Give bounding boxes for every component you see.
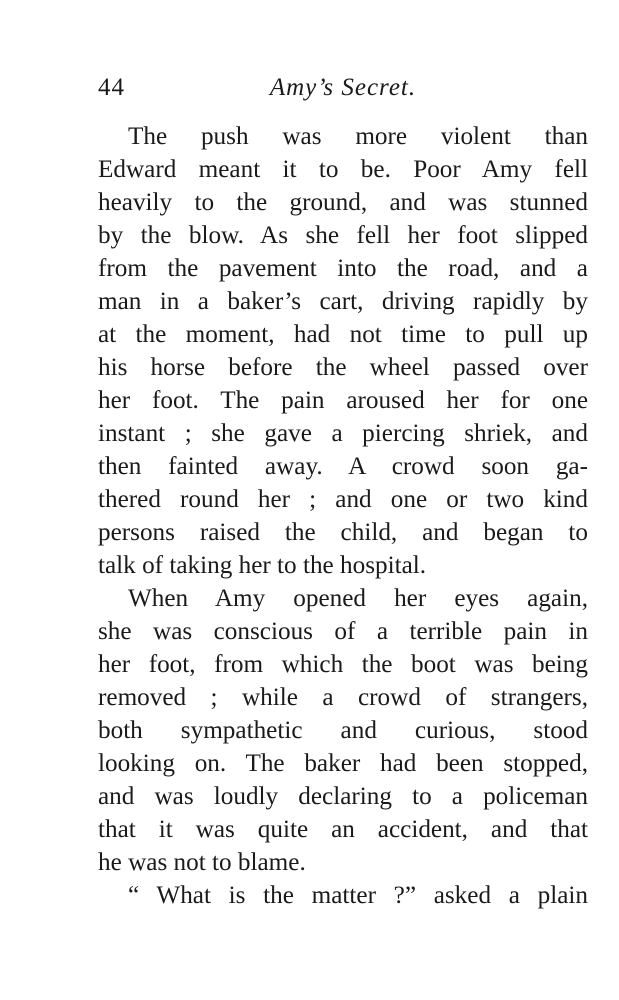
paragraph: [98, 120, 588, 582]
text-line: instant ; she gave a piercing shriek, and: [98, 420, 588, 447]
text-line: When Amy opened her eyes again,: [128, 585, 588, 612]
running-title: Amy’s Secret.: [269, 74, 417, 101]
text-line: heavily to the ground, and was stunned: [98, 189, 588, 216]
text-line: man in a baker’s cart, driving rapidly by: [98, 288, 588, 315]
text-line: her foot, from which the boot was being: [98, 651, 588, 678]
paragraph: [98, 582, 588, 879]
text-line: both sympathetic and curious, stood: [98, 717, 588, 744]
text-line: that it was quite an accident, and that: [98, 816, 588, 843]
text-line: his horse before the wheel passed over: [98, 354, 588, 381]
text-line: by the blow. As she fell her foot slipped: [98, 222, 588, 249]
text-line: Edward meant it to be. Poor Amy fell: [98, 156, 588, 183]
text-line: looking on. The baker had been stopped,: [98, 750, 588, 777]
text-line: The push was more violent than: [128, 123, 588, 150]
text-line: then fainted away. A crowd soon ga-: [98, 453, 588, 480]
text-line: persons raised the child, and began to: [98, 519, 588, 546]
text-line: she was conscious of a terrible pain in: [98, 618, 588, 645]
paragraph: [98, 879, 588, 912]
text-line: he was not to blame.: [98, 849, 306, 876]
page-number: 44: [98, 74, 125, 101]
text-line: “ What is the matter ?” asked a plain: [128, 882, 588, 909]
text-line: removed ; while a crowd of strangers,: [98, 684, 588, 711]
text-line: her foot. The pain aroused her for one: [98, 387, 588, 414]
body-text: [98, 120, 588, 912]
text-line: at the moment, had not time to pull up: [98, 321, 588, 348]
text-line: talk of taking her to the hospital.: [98, 552, 427, 579]
page-header: [98, 74, 588, 114]
text-line: thered round her ; and one or two kind: [98, 486, 588, 513]
text-line: and was loudly declaring to a policeman: [98, 783, 588, 810]
text-line: from the pavement into the road, and a: [98, 255, 588, 282]
